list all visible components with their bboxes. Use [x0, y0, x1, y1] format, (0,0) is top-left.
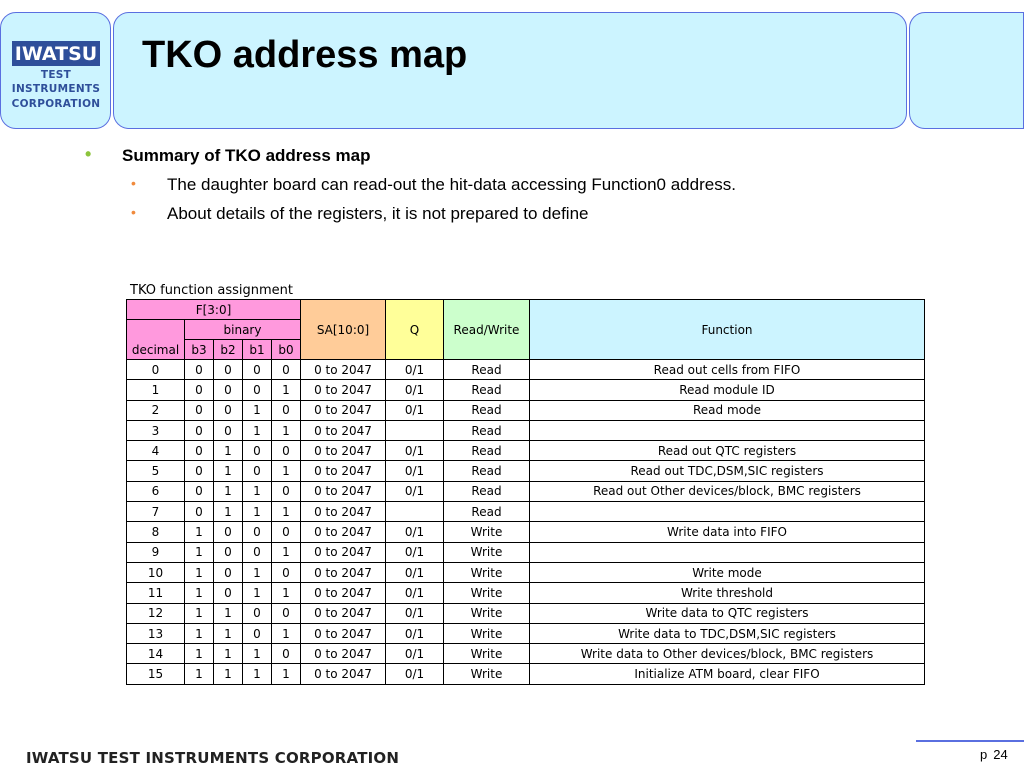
cell-read-write: Write — [444, 562, 530, 582]
cell-decimal: 2 — [127, 400, 185, 420]
bullet-dot-icon: • — [131, 175, 136, 191]
cell-b2: 0 — [214, 360, 243, 380]
cell-b0: 0 — [272, 441, 301, 461]
cell-b1: 0 — [243, 461, 272, 481]
cell-function: Read out Other devices/block, BMC registers — [530, 481, 925, 501]
header-decimal: decimal — [127, 320, 185, 360]
cell-b2: 0 — [214, 400, 243, 420]
cell-b3: 1 — [185, 664, 214, 684]
table-row — [127, 461, 925, 481]
cell-b0: 0 — [272, 481, 301, 501]
cell-b0: 0 — [272, 562, 301, 582]
cell-q: 0/1 — [386, 623, 444, 643]
cell-q: 0/1 — [386, 562, 444, 582]
header-read-write: Read/Write — [444, 300, 530, 360]
cell-b0: 1 — [272, 542, 301, 562]
cell-function: Write data to QTC registers — [530, 603, 925, 623]
cell-b1: 0 — [243, 603, 272, 623]
cell-b0: 0 — [272, 603, 301, 623]
cell-q: 0/1 — [386, 400, 444, 420]
table-row — [127, 400, 925, 420]
cell-b1: 1 — [243, 400, 272, 420]
table-row — [127, 380, 925, 400]
bullet-main-text: Summary of TKO address map — [122, 146, 371, 165]
cell-b3: 1 — [185, 644, 214, 664]
cell-function: Write data to Other devices/block, BMC registers — [530, 644, 925, 664]
cell-function: Write threshold — [530, 583, 925, 603]
cell-b3: 1 — [185, 562, 214, 582]
cell-b2: 1 — [214, 623, 243, 643]
cell-function — [530, 542, 925, 562]
cell-b1: 1 — [243, 562, 272, 582]
cell-b1: 0 — [243, 542, 272, 562]
cell-function — [530, 420, 925, 440]
cell-read-write: Read — [444, 481, 530, 501]
table-body — [127, 360, 925, 685]
table-row — [127, 562, 925, 582]
cell-decimal: 1 — [127, 380, 185, 400]
cell-q: 0/1 — [386, 664, 444, 684]
cell-function: Read out TDC,DSM,SIC registers — [530, 461, 925, 481]
cell-b3: 1 — [185, 522, 214, 542]
cell-sa: 0 to 2047 — [301, 623, 386, 643]
cell-b3: 0 — [185, 461, 214, 481]
cell-function: Write data into FIFO — [530, 522, 925, 542]
cell-decimal: 8 — [127, 522, 185, 542]
logo-panel — [0, 12, 111, 129]
page-prefix: p — [980, 747, 988, 762]
cell-b1: 0 — [243, 522, 272, 542]
cell-q — [386, 502, 444, 522]
table-caption: TKO function assignment — [130, 283, 293, 298]
header-sa: SA[10:0] — [301, 300, 386, 360]
cell-b3: 0 — [185, 502, 214, 522]
table-row — [127, 360, 925, 380]
cell-sa: 0 to 2047 — [301, 400, 386, 420]
cell-q: 0/1 — [386, 481, 444, 501]
cell-q: 0/1 — [386, 441, 444, 461]
logo-line-1: IWATSU — [12, 41, 100, 66]
cell-b1: 1 — [243, 664, 272, 684]
table-row — [127, 664, 925, 684]
cell-read-write: Write — [444, 522, 530, 542]
header-function: Function — [530, 300, 925, 360]
cell-q: 0/1 — [386, 644, 444, 664]
cell-b2: 0 — [214, 420, 243, 440]
cell-sa: 0 to 2047 — [301, 522, 386, 542]
logo-line-2: TEST — [40, 69, 72, 81]
cell-b0: 0 — [272, 644, 301, 664]
cell-sa: 0 to 2047 — [301, 502, 386, 522]
logo-line-3: INSTRUMENTS — [11, 83, 101, 95]
cell-decimal: 11 — [127, 583, 185, 603]
cell-b2: 0 — [214, 583, 243, 603]
logo-line-4: CORPORATION — [11, 98, 101, 110]
cell-b2: 0 — [214, 562, 243, 582]
cell-b2: 1 — [214, 603, 243, 623]
cell-function — [530, 502, 925, 522]
cell-decimal: 4 — [127, 441, 185, 461]
table-row — [127, 542, 925, 562]
header-q: Q — [386, 300, 444, 360]
cell-b2: 0 — [214, 522, 243, 542]
cell-b0: 0 — [272, 360, 301, 380]
table-row — [127, 583, 925, 603]
cell-decimal: 6 — [127, 481, 185, 501]
header-f: F[3:0] — [127, 300, 301, 320]
cell-decimal: 7 — [127, 502, 185, 522]
cell-b3: 0 — [185, 481, 214, 501]
cell-b2: 1 — [214, 481, 243, 501]
cell-q: 0/1 — [386, 603, 444, 623]
cell-sa: 0 to 2047 — [301, 380, 386, 400]
cell-b2: 0 — [214, 542, 243, 562]
cell-b0: 1 — [272, 623, 301, 643]
cell-function: Read out QTC registers — [530, 441, 925, 461]
cell-function: Read out cells from FIFO — [530, 360, 925, 380]
cell-b3: 1 — [185, 603, 214, 623]
cell-b0: 1 — [272, 664, 301, 684]
cell-decimal: 12 — [127, 603, 185, 623]
cell-b0: 0 — [272, 400, 301, 420]
cell-decimal: 13 — [127, 623, 185, 643]
header-b2: b2 — [214, 340, 243, 360]
cell-read-write: Write — [444, 644, 530, 664]
table-row — [127, 441, 925, 461]
page-number-value: 24 — [993, 747, 1008, 762]
cell-b3: 0 — [185, 441, 214, 461]
cell-q: 0/1 — [386, 522, 444, 542]
cell-function: Write data to TDC,DSM,SIC registers — [530, 623, 925, 643]
header-b0: b0 — [272, 340, 301, 360]
header-binary: binary — [185, 320, 301, 340]
table-row — [127, 522, 925, 542]
cell-decimal: 5 — [127, 461, 185, 481]
table-row — [127, 644, 925, 664]
cell-read-write: Write — [444, 583, 530, 603]
cell-read-write: Read — [444, 360, 530, 380]
table-row — [127, 603, 925, 623]
cell-decimal: 15 — [127, 664, 185, 684]
cell-read-write: Read — [444, 420, 530, 440]
cell-read-write: Write — [444, 664, 530, 684]
cell-sa: 0 to 2047 — [301, 461, 386, 481]
cell-sa: 0 to 2047 — [301, 441, 386, 461]
cell-q — [386, 420, 444, 440]
cell-read-write: Write — [444, 623, 530, 643]
cell-function: Write mode — [530, 562, 925, 582]
bullet-dot-icon: • — [131, 204, 136, 220]
cell-b1: 1 — [243, 644, 272, 664]
cell-b1: 1 — [243, 583, 272, 603]
cell-b0: 0 — [272, 522, 301, 542]
cell-b1: 0 — [243, 380, 272, 400]
cell-b3: 0 — [185, 420, 214, 440]
cell-q: 0/1 — [386, 583, 444, 603]
page-title: TKO address map — [142, 34, 468, 76]
cell-function: Read module ID — [530, 380, 925, 400]
cell-read-write: Read — [444, 380, 530, 400]
header-b1: b1 — [243, 340, 272, 360]
cell-read-write: Write — [444, 603, 530, 623]
cell-read-write: Read — [444, 441, 530, 461]
cell-b2: 0 — [214, 380, 243, 400]
cell-b3: 0 — [185, 360, 214, 380]
table-row — [127, 502, 925, 522]
cell-b0: 1 — [272, 380, 301, 400]
cell-b3: 1 — [185, 542, 214, 562]
cell-q: 0/1 — [386, 542, 444, 562]
cell-read-write: Read — [444, 461, 530, 481]
cell-b1: 1 — [243, 502, 272, 522]
cell-b2: 1 — [214, 644, 243, 664]
cell-decimal: 9 — [127, 542, 185, 562]
cell-decimal: 14 — [127, 644, 185, 664]
cell-sa: 0 to 2047 — [301, 644, 386, 664]
bullet-sub-text: About details of the registers, it is not prepared to define — [167, 204, 589, 223]
cell-sa: 0 to 2047 — [301, 664, 386, 684]
cell-sa: 0 to 2047 — [301, 542, 386, 562]
address-map-table — [126, 299, 925, 685]
bullet-dot-icon: • — [85, 144, 92, 164]
cell-function: Read mode — [530, 400, 925, 420]
cell-q: 0/1 — [386, 380, 444, 400]
cell-b0: 1 — [272, 583, 301, 603]
cell-b1: 1 — [243, 420, 272, 440]
cell-b0: 1 — [272, 461, 301, 481]
cell-read-write: Write — [444, 542, 530, 562]
cell-read-write: Read — [444, 400, 530, 420]
right-decor-panel — [909, 12, 1024, 129]
bullet-sub-text: The daughter board can read-out the hit-data accessing Function0 address. — [167, 175, 736, 194]
cell-b0: 1 — [272, 502, 301, 522]
table-row — [127, 481, 925, 501]
cell-decimal: 3 — [127, 420, 185, 440]
cell-b3: 1 — [185, 623, 214, 643]
cell-sa: 0 to 2047 — [301, 481, 386, 501]
cell-sa: 0 to 2047 — [301, 583, 386, 603]
table-row — [127, 623, 925, 643]
cell-sa: 0 to 2047 — [301, 360, 386, 380]
cell-b1: 0 — [243, 623, 272, 643]
cell-b3: 0 — [185, 380, 214, 400]
cell-read-write: Read — [444, 502, 530, 522]
cell-b1: 0 — [243, 360, 272, 380]
cell-q: 0/1 — [386, 461, 444, 481]
cell-sa: 0 to 2047 — [301, 603, 386, 623]
cell-b2: 1 — [214, 461, 243, 481]
cell-b1: 0 — [243, 441, 272, 461]
cell-b2: 1 — [214, 664, 243, 684]
cell-decimal: 0 — [127, 360, 185, 380]
cell-b3: 0 — [185, 400, 214, 420]
cell-b2: 1 — [214, 441, 243, 461]
cell-b0: 1 — [272, 420, 301, 440]
footer-company: IWATSU TEST INSTRUMENTS CORPORATION — [26, 749, 400, 767]
cell-sa: 0 to 2047 — [301, 420, 386, 440]
footer-divider — [916, 740, 1024, 742]
cell-sa: 0 to 2047 — [301, 562, 386, 582]
cell-decimal: 10 — [127, 562, 185, 582]
cell-b1: 1 — [243, 481, 272, 501]
page-number — [980, 747, 1008, 762]
cell-b3: 1 — [185, 583, 214, 603]
table-row — [127, 420, 925, 440]
cell-q: 0/1 — [386, 360, 444, 380]
cell-function: Initialize ATM board, clear FIFO — [530, 664, 925, 684]
header-b3: b3 — [185, 340, 214, 360]
company-logo — [11, 41, 101, 127]
cell-b2: 1 — [214, 502, 243, 522]
